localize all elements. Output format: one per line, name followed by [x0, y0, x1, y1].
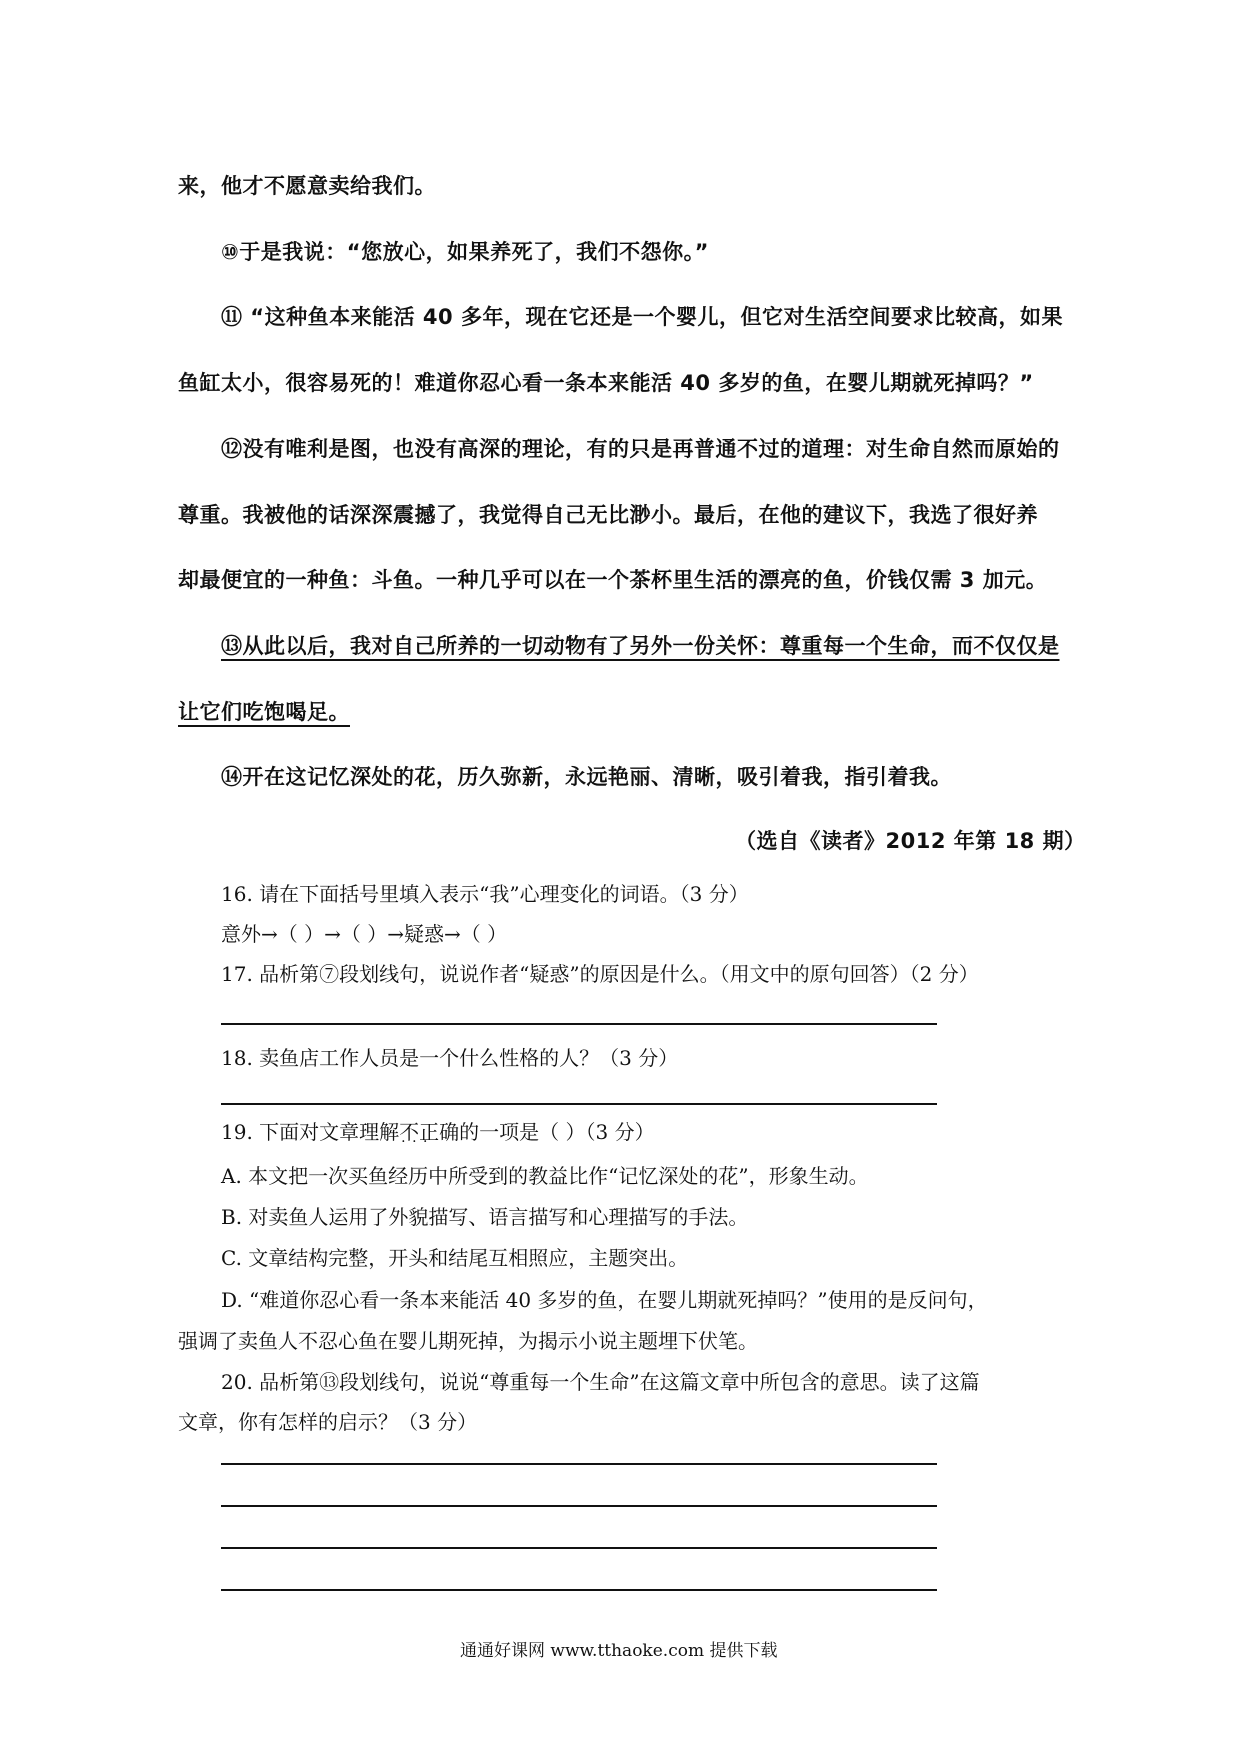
question-18: 18. 卖鱼店工作人员是一个什么性格的人？（3 分） — [221, 1046, 679, 1070]
answer-line[interactable] — [221, 1547, 937, 1549]
option-d-line1: D. “难道你忍心看一条本来能活 40 多岁的鱼，在婴儿期就死掉吗？”使用的是反问句， — [221, 1288, 988, 1312]
page-footer: 通通好课网 www.tthaoke.com 提供下载 — [460, 1641, 778, 1661]
question-19-text-end: 的一项是（ ）（3 分） — [459, 1120, 655, 1144]
question-19-text: 19. 下面对文章理解 — [221, 1120, 400, 1144]
paragraph-10: ⑩于是我说：“您放心，如果养死了，我们不怨你。” — [221, 240, 709, 264]
paragraph-14: ⑭开在这记忆深处的花，历久弥新，永远艳丽、清晰，吸引着我，指引着我。 — [221, 765, 952, 789]
option-d-line2: 强调了卖鱼人不忍心鱼在婴儿期死掉，为揭示小说主题埋下伏笔。 — [178, 1329, 758, 1353]
question-17: 17. 品析第⑦段划线句，说说作者“疑惑”的原因是什么。（用文中的原句回答）（2 分） — [221, 962, 979, 986]
question-16-blanks: 意外→（ ）→（ ）→疑惑→（ ） — [221, 922, 508, 946]
question-16: 16. 请在下面括号里填入表示“我”心理变化的词语。（3 分） — [221, 882, 749, 906]
paragraph-9-end: 来，他才不愿意卖给我们。 — [178, 174, 436, 198]
option-c: C. 文章结构完整，开头和结尾互相照应，主题突出。 — [221, 1246, 689, 1270]
question-20-line2: 文章，你有怎样的启示？（3 分） — [178, 1410, 478, 1434]
paragraph-12-line3: 却最便宜的一种鱼：斗鱼。一种几乎可以在一个茶杯里生活的漂亮的鱼，价钱仅需 3 加元。 — [178, 568, 1048, 592]
answer-line[interactable] — [221, 1023, 937, 1025]
paragraph-13-line2-underlined: 让它们吃饱喝足。 — [178, 700, 350, 724]
paragraph-11-line2: 鱼缸太小，很容易死的！难道你忍心看一条本来能活 40 多岁的鱼，在婴儿期就死掉吗？” — [178, 371, 1034, 395]
question-20-line1: 20. 品析第⑬段划线句，说说“尊重每一个生命”在这篇文章中所包含的意思。读了这篇 — [221, 1370, 980, 1394]
paragraph-13-line1-underlined: ⑬从此以后，我对自己所养的一切动物有了另外一份关怀：尊重每一个生命，而不仅仅是 — [221, 634, 1060, 658]
paragraph-12-line1: ⑫没有唯利是图，也没有高深的理论，有的只是再普通不过的道理：对生命自然而原始的 — [221, 437, 1060, 461]
option-b: B. 对卖鱼人运用了外貌描写、语言描写和心理描写的手法。 — [221, 1205, 749, 1229]
answer-line[interactable] — [221, 1589, 937, 1591]
option-a: A. 本文把一次买鱼经历中所受到的教益比作“记忆深处的花”，形象生动。 — [221, 1164, 869, 1188]
emphasis-dots: 不正确 · · · — [399, 1116, 459, 1145]
source-citation: （选自《读者》2012 年第 18 期） — [735, 829, 1086, 853]
answer-line[interactable] — [221, 1103, 937, 1105]
question-19 — [221, 1116, 655, 1145]
paragraph-11-line1: ⑪ “这种鱼本来能活 40 多年，现在它还是一个婴儿，但它对生活空间要求比较高，如果 — [221, 305, 1063, 329]
answer-line[interactable] — [221, 1505, 937, 1507]
answer-line[interactable] — [221, 1463, 937, 1465]
paragraph-12-line2: 尊重。我被他的话深深震撼了，我觉得自己无比渺小。最后，在他的建议下，我选了很好养 — [178, 503, 1038, 527]
